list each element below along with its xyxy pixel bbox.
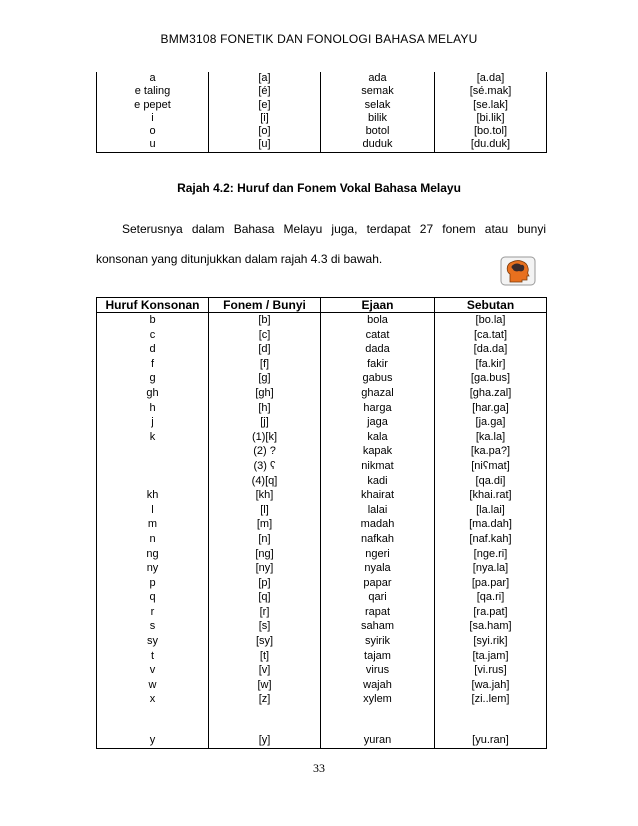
cell-phoneme: [q] (209, 590, 321, 605)
cell-letter: y (97, 733, 209, 748)
cell-pronunciation: [niʕmat] (435, 459, 547, 474)
table-row (97, 313, 547, 328)
table-row (97, 415, 547, 430)
cell-letter: i (151, 111, 154, 124)
cell-spelling: tajam (321, 649, 435, 664)
cell-spelling: dada (321, 342, 435, 357)
cell-letter: f (97, 357, 209, 372)
cell-spelling: ngeri (321, 547, 435, 562)
table-row (97, 678, 547, 693)
table-row (97, 459, 547, 474)
cell-pronunciation: [qa.di] (435, 474, 547, 489)
table-row (97, 532, 547, 547)
cell-spelling: kapak (321, 444, 435, 459)
table-row (97, 474, 547, 489)
cell-spelling: ada (321, 72, 435, 85)
table-row (97, 342, 547, 357)
vowel-table-body (97, 72, 547, 152)
table-row (97, 649, 547, 664)
cell-phoneme (209, 707, 321, 733)
cell-pronunciation: [gha.zal] (435, 386, 547, 401)
cell-phoneme: (1)[k] (209, 430, 321, 445)
cell-pronunciation: [se.lak] (435, 99, 547, 112)
cell-spelling: nyala (321, 561, 435, 576)
table-row (97, 619, 547, 634)
cell-letter (97, 474, 209, 489)
cell-letter: k (97, 430, 209, 445)
cell-letter: p (97, 576, 209, 591)
cell-letter (97, 459, 209, 474)
cell-spelling: botol (321, 125, 435, 138)
cell-spelling: kadi (321, 474, 435, 489)
cell-spelling: jaga (321, 415, 435, 430)
cell-letter: n (97, 532, 209, 547)
cell-phoneme: [é] (209, 85, 321, 98)
cell-spelling: kala (321, 430, 435, 445)
consonant-table-header-row (97, 298, 547, 313)
cell-letter: h (97, 401, 209, 416)
cell-pronunciation (435, 707, 547, 733)
table-row (97, 692, 547, 707)
cell-letter: u (149, 138, 156, 151)
table-row (97, 517, 547, 532)
cell-letter: t (97, 649, 209, 664)
cell-letter: sy (97, 634, 209, 649)
cell-letter: e taling (134, 85, 171, 98)
cell-pronunciation: [ta.jam] (435, 649, 547, 664)
cell-pronunciation: [yu.ran] (435, 733, 547, 748)
cell-phoneme: [i] (209, 112, 321, 125)
table-row (97, 357, 547, 372)
cell-phoneme: [s] (209, 619, 321, 634)
cell-spelling: papar (321, 576, 435, 591)
cell-spelling: lalai (321, 503, 435, 518)
header-ejaan: Ejaan (321, 298, 435, 313)
cell-pronunciation: [ja.ga] (435, 415, 547, 430)
table-row (97, 590, 547, 605)
cell-pronunciation: [la.lai] (435, 503, 547, 518)
cell-letter: q (97, 590, 209, 605)
cell-pronunciation: [wa.jah] (435, 678, 547, 693)
header-sebutan: Sebutan (435, 298, 547, 313)
cell-pronunciation: [ka.pa?] (435, 444, 547, 459)
cell-spelling: harga (321, 401, 435, 416)
table-row (97, 488, 547, 503)
cell-pronunciation: [da.da] (435, 342, 547, 357)
cell-spelling: semak (321, 85, 435, 98)
cell-spelling: rapat (321, 605, 435, 620)
cell-spelling: syirik (321, 634, 435, 649)
cell-pronunciation: [pa.par] (435, 576, 547, 591)
cell-letter: x (97, 692, 209, 707)
page-number: 33 (313, 761, 325, 775)
cell-letter: s (97, 619, 209, 634)
cell-phoneme: [w] (209, 678, 321, 693)
table-row (97, 125, 547, 138)
cell-phoneme: [a] (209, 72, 321, 85)
table-row (97, 99, 547, 112)
cell-spelling: bilik (321, 112, 435, 125)
cell-spelling: saham (321, 619, 435, 634)
cell-spelling: nafkah (321, 532, 435, 547)
cell-pronunciation: [ka.la] (435, 430, 547, 445)
cell-letter: r (97, 605, 209, 620)
cell-letter: l (97, 503, 209, 518)
cell-phoneme: [l] (209, 503, 321, 518)
cell-phoneme: [v] (209, 663, 321, 678)
cell-phoneme: [j] (209, 415, 321, 430)
cell-phoneme: [sy] (209, 634, 321, 649)
cell-spelling: bola (321, 313, 435, 328)
paragraph-line-1: Seterusnya dalam Bahasa Melayu juga, terdapat 27 fonem atau bunyi (122, 222, 546, 236)
cell-spelling: madah (321, 517, 435, 532)
cell-phoneme: [u] (209, 138, 321, 152)
cell-phoneme: [z] (209, 692, 321, 707)
cell-pronunciation: [har.ga] (435, 401, 547, 416)
table-row (97, 386, 547, 401)
cell-pronunciation: [ma.dah] (435, 517, 547, 532)
table-row (97, 561, 547, 576)
cell-phoneme: (2) ? (209, 444, 321, 459)
cell-pronunciation: [bo.tol] (435, 125, 547, 138)
cell-letter: v (97, 663, 209, 678)
cell-phoneme: [r] (209, 605, 321, 620)
cell-pronunciation: [nya.la] (435, 561, 547, 576)
cell-phoneme: [c] (209, 328, 321, 343)
cell-letter: g (97, 371, 209, 386)
cell-pronunciation: [sa.ham] (435, 619, 547, 634)
cell-letter (97, 444, 209, 459)
table-row (97, 663, 547, 678)
cell-letter: c (97, 328, 209, 343)
cell-phoneme: [ny] (209, 561, 321, 576)
cell-phoneme: [e] (209, 99, 321, 112)
table-row (97, 605, 547, 620)
cell-letter: m (97, 517, 209, 532)
cell-phoneme: [f] (209, 357, 321, 372)
cell-phoneme: [p] (209, 576, 321, 591)
cell-pronunciation: [qa.ri] (435, 590, 547, 605)
cell-spelling: yuran (321, 733, 435, 748)
table-row (97, 328, 547, 343)
cell-letter: kh (97, 488, 209, 503)
cell-spelling: wajah (321, 678, 435, 693)
table-row (97, 707, 547, 733)
cell-phoneme: (3) ʕ (209, 459, 321, 474)
cell-pronunciation: [ra.pat] (435, 605, 547, 620)
cell-spelling: gabus (321, 371, 435, 386)
vowel-table (96, 72, 547, 153)
cell-spelling: duduk (321, 138, 435, 152)
table-row (97, 733, 547, 748)
cell-letter: j (97, 415, 209, 430)
cell-phoneme: [kh] (209, 488, 321, 503)
cell-phoneme: [b] (209, 313, 321, 328)
cell-phoneme: [n] (209, 532, 321, 547)
cell-letter: a (149, 72, 156, 84)
cell-phoneme: [d] (209, 342, 321, 357)
cell-pronunciation: [syi.rik] (435, 634, 547, 649)
consonant-table-body (97, 313, 547, 749)
cell-spelling: virus (321, 663, 435, 678)
table-row (97, 634, 547, 649)
cell-pronunciation: [fa.kir] (435, 357, 547, 372)
cell-letter: e pepet (134, 98, 171, 111)
cell-letter: d (97, 342, 209, 357)
cell-letter: b (97, 313, 209, 328)
table-row (97, 576, 547, 591)
table-row (97, 371, 547, 386)
cell-spelling (321, 707, 435, 733)
header-huruf-konsonan: Huruf Konsonan (97, 298, 209, 313)
cell-letter: o (149, 125, 156, 138)
cell-spelling: fakir (321, 357, 435, 372)
cell-letter: gh (97, 386, 209, 401)
table-row (97, 85, 547, 98)
consonant-table (96, 297, 547, 749)
table-row (97, 430, 547, 445)
cell-pronunciation: [vi.rus] (435, 663, 547, 678)
cell-phoneme: [gh] (209, 386, 321, 401)
cell-phoneme: (4)[q] (209, 474, 321, 489)
figure-caption: Rajah 4.2: Huruf dan Fonem Vokal Bahasa Melayu (177, 181, 461, 195)
cell-spelling: nikmat (321, 459, 435, 474)
paragraph-line-2: konsonan yang ditunjukkan dalam rajah 4.3 di bawah. (96, 252, 383, 266)
page-header: BMM3108 FONETIK DAN FONOLOGI BAHASA MELAYU (160, 32, 478, 46)
cell-pronunciation: [du.duk] (435, 138, 547, 152)
cell-pronunciation: [zi..lem] (435, 692, 547, 707)
cell-pronunciation: [nge.ri] (435, 547, 547, 562)
table-row (97, 547, 547, 562)
table-row (97, 138, 547, 152)
cell-pronunciation: [bi.lik] (435, 112, 547, 125)
cell-spelling: catat (321, 328, 435, 343)
cell-phoneme: [t] (209, 649, 321, 664)
cell-pronunciation: [naf.kah] (435, 532, 547, 547)
cell-letter: ng (97, 547, 209, 562)
table-row (97, 401, 547, 416)
cell-letter (97, 707, 209, 733)
cell-letter: w (97, 678, 209, 693)
cell-phoneme: [ng] (209, 547, 321, 562)
cell-phoneme: [h] (209, 401, 321, 416)
cell-phoneme: [g] (209, 371, 321, 386)
cell-pronunciation: [khai.rat] (435, 488, 547, 503)
cell-spelling: selak (321, 99, 435, 112)
cell-phoneme: [o] (209, 125, 321, 138)
cell-pronunciation: [ca.tat] (435, 328, 547, 343)
cell-spelling: ghazal (321, 386, 435, 401)
cell-pronunciation: [bo.la] (435, 313, 547, 328)
table-row (97, 503, 547, 518)
cell-pronunciation: [ga.bus] (435, 371, 547, 386)
cell-spelling: xylem (321, 692, 435, 707)
cell-phoneme: [m] (209, 517, 321, 532)
cell-pronunciation: [a.da] (435, 72, 547, 85)
table-row (97, 72, 547, 85)
cell-phoneme: [y] (209, 733, 321, 748)
cell-letter: ny (97, 561, 209, 576)
cell-spelling: khairat (321, 488, 435, 503)
head-brain-icon (500, 256, 536, 286)
table-row (97, 112, 547, 125)
cell-spelling: qari (321, 590, 435, 605)
header-fonem-bunyi: Fonem / Bunyi (209, 298, 321, 313)
cell-pronunciation: [sé.mak] (435, 85, 547, 98)
table-row (97, 444, 547, 459)
